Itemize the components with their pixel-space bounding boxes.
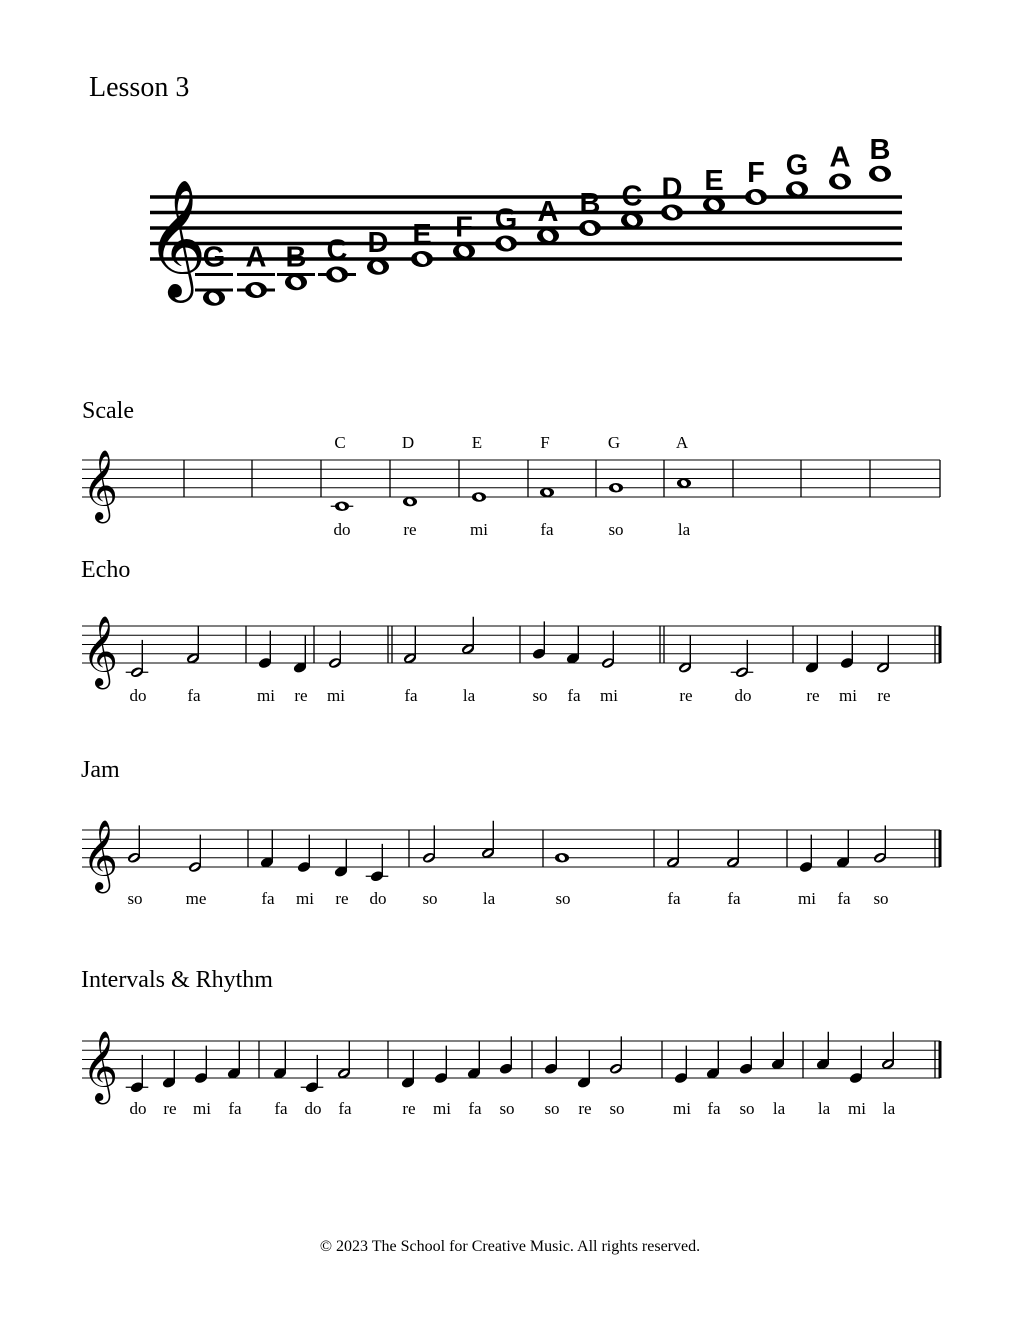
reference-note-letter: G [494,203,518,236]
reference-note-letter: D [661,172,683,205]
reference-note-letter: E [412,219,432,251]
treble-clef-icon: 𝄞 [82,618,119,686]
reference-note-letter: E [704,164,724,197]
solfege-syllable: so [555,889,571,908]
reference-note-letter: A [245,241,267,274]
scale-note-letter: G [607,433,621,452]
whole-note [472,492,486,502]
solfege-syllable: re [402,1099,416,1118]
half-note [678,635,693,674]
half-note [609,1036,624,1075]
section-title-intervals: Intervals & Rhythm [81,967,273,993]
q-note [836,830,851,869]
scale-note-letter: D [401,433,415,452]
solfege-syllable: la [677,520,691,539]
solfege-syllable: mi [327,686,345,705]
half-note [186,626,201,665]
whole-note [677,478,691,488]
solfege-syllable: la [462,686,476,705]
solfege-syllable: so [608,520,624,539]
half-note [127,825,142,864]
copyright-footer: © 2023 The School for Creative Music. All rights reserved. [319,1238,701,1255]
solfege-syllable: so [499,1099,515,1118]
reference-note-letter: B [285,241,307,274]
solfege-syllable: do [333,520,351,539]
half-note [726,830,741,869]
treble-clef-icon: 𝄞 [82,1033,119,1101]
q-note [739,1036,754,1075]
scale-note-letter: C [334,433,346,452]
q-note [544,1036,559,1075]
half-note [422,825,437,864]
q-note [126,1055,149,1094]
half-note [873,825,888,864]
solfege-syllable: la [817,1099,831,1118]
solfege-syllable: re [578,1099,592,1118]
solfege-syllable: so [544,1099,560,1118]
q-note [273,1041,288,1080]
solfege-syllable: fa [261,889,275,908]
half-note [666,830,681,869]
half-note [188,835,203,874]
half-note [328,631,343,670]
q-note [293,635,308,674]
reference-note-letter: A [537,195,559,228]
solfege-syllable: la [772,1099,786,1118]
echo-staff [82,626,940,663]
solfege-syllable: so [609,1099,625,1118]
section-title-scale: Scale [82,398,134,424]
q-note [301,1055,324,1094]
scale-note-letter: A [675,433,689,452]
solfege-syllable: fa [837,889,851,908]
solfege-syllable: do [129,1099,147,1118]
solfege-syllable: mi [600,686,618,705]
half-note [126,640,149,679]
q-note [566,626,581,665]
reference-note-letter: G [785,149,809,182]
q-note [799,835,814,874]
solfege-syllable: re [679,686,693,705]
q-note [194,1046,209,1085]
solfege-syllable: do [734,686,752,705]
reference-note-letter: C [326,234,348,267]
solfege-syllable: do [369,889,387,908]
q-note [260,830,275,869]
whole-note [403,497,417,507]
solfege-syllable: so [532,686,548,705]
q-note [334,839,349,878]
solfege-syllable: fa [707,1099,721,1118]
solfege-syllable: do [129,686,147,705]
solfege-syllable: mi [433,1099,451,1118]
q-note [258,631,273,670]
q-note [849,1046,864,1085]
scale-note-letter: F [540,433,550,452]
half-note [876,635,891,674]
half-note [601,631,616,670]
solfege-syllable: fa [274,1099,288,1118]
solfege-syllable: re [335,889,349,908]
q-note [499,1036,514,1075]
reference-note-letter: G [202,241,226,274]
solfege-syllable: la [882,1099,896,1118]
solfege-syllable: re [294,686,308,705]
reference-note-letter: D [367,226,389,259]
reference-note-letter: A [829,141,851,174]
solfege-syllable: fa [540,520,554,539]
half-note [403,626,418,665]
scale-note-letter: E [471,433,483,452]
q-note [674,1046,689,1085]
solfege-syllable: fa [727,889,741,908]
whole-note [540,488,554,498]
solfege-syllable: fa [228,1099,242,1118]
solfege-syllable: mi [470,520,488,539]
solfege-syllable: mi [798,889,816,908]
q-note [434,1046,449,1085]
half-note [731,640,754,679]
half-note [881,1032,896,1071]
treble-clef-icon: 𝄞 [82,452,119,520]
solfege-syllable: mi [848,1099,866,1118]
section-title-jam: Jam [81,757,120,783]
half-note [481,821,496,860]
q-note [805,635,820,674]
half-note [461,617,476,656]
half-note [337,1041,352,1080]
treble-clef-icon: 𝄞 [82,822,119,890]
solfege-syllable: re [163,1099,177,1118]
solfege-syllable: so [873,889,889,908]
solfege-syllable: mi [673,1099,691,1118]
q-note [816,1032,831,1071]
q-note [532,621,547,660]
q-note [467,1041,482,1080]
section-title-echo: Echo [81,557,131,583]
solfege-syllable: fa [468,1099,482,1118]
q-note [577,1050,592,1089]
solfege-syllable: mi [193,1099,211,1118]
solfege-syllable: mi [296,889,314,908]
solfege-syllable: la [482,889,496,908]
q-note [771,1032,786,1071]
reference-note-letter: C [621,180,643,213]
solfege-syllable: so [422,889,438,908]
solfege-syllable: mi [257,686,275,705]
reference-note-letter: B [869,133,891,166]
solfege-syllable: re [806,686,820,705]
reference-note-letter: F [455,211,473,244]
solfege-syllable: fa [338,1099,352,1118]
whole-note [609,483,623,493]
reference-note-letter: F [747,157,765,189]
q-note [401,1050,416,1089]
page-title: Lesson 3 [89,72,190,103]
solfege-syllable: fa [567,686,581,705]
q-note [162,1050,177,1089]
q-note [706,1041,721,1080]
treble-clef-icon: 𝄞 [146,182,207,296]
whole-note [331,501,354,511]
q-note [840,631,855,670]
q-note [366,844,389,883]
solfege-syllable: me [185,889,207,908]
solfege-syllable: re [403,520,417,539]
solfege-syllable: fa [187,686,201,705]
solfege-syllable: fa [667,889,681,908]
solfege-syllable: so [739,1099,755,1118]
solfege-syllable: do [304,1099,322,1118]
scale-staff [82,460,940,497]
solfege-syllable: so [127,889,143,908]
reference-note-letter: B [579,188,601,220]
q-note [297,835,312,874]
solfege-syllable: re [877,686,891,705]
solfege-syllable: mi [839,686,857,705]
q-note [227,1041,242,1080]
solfege-syllable: fa [404,686,418,705]
whole-note [555,853,569,863]
